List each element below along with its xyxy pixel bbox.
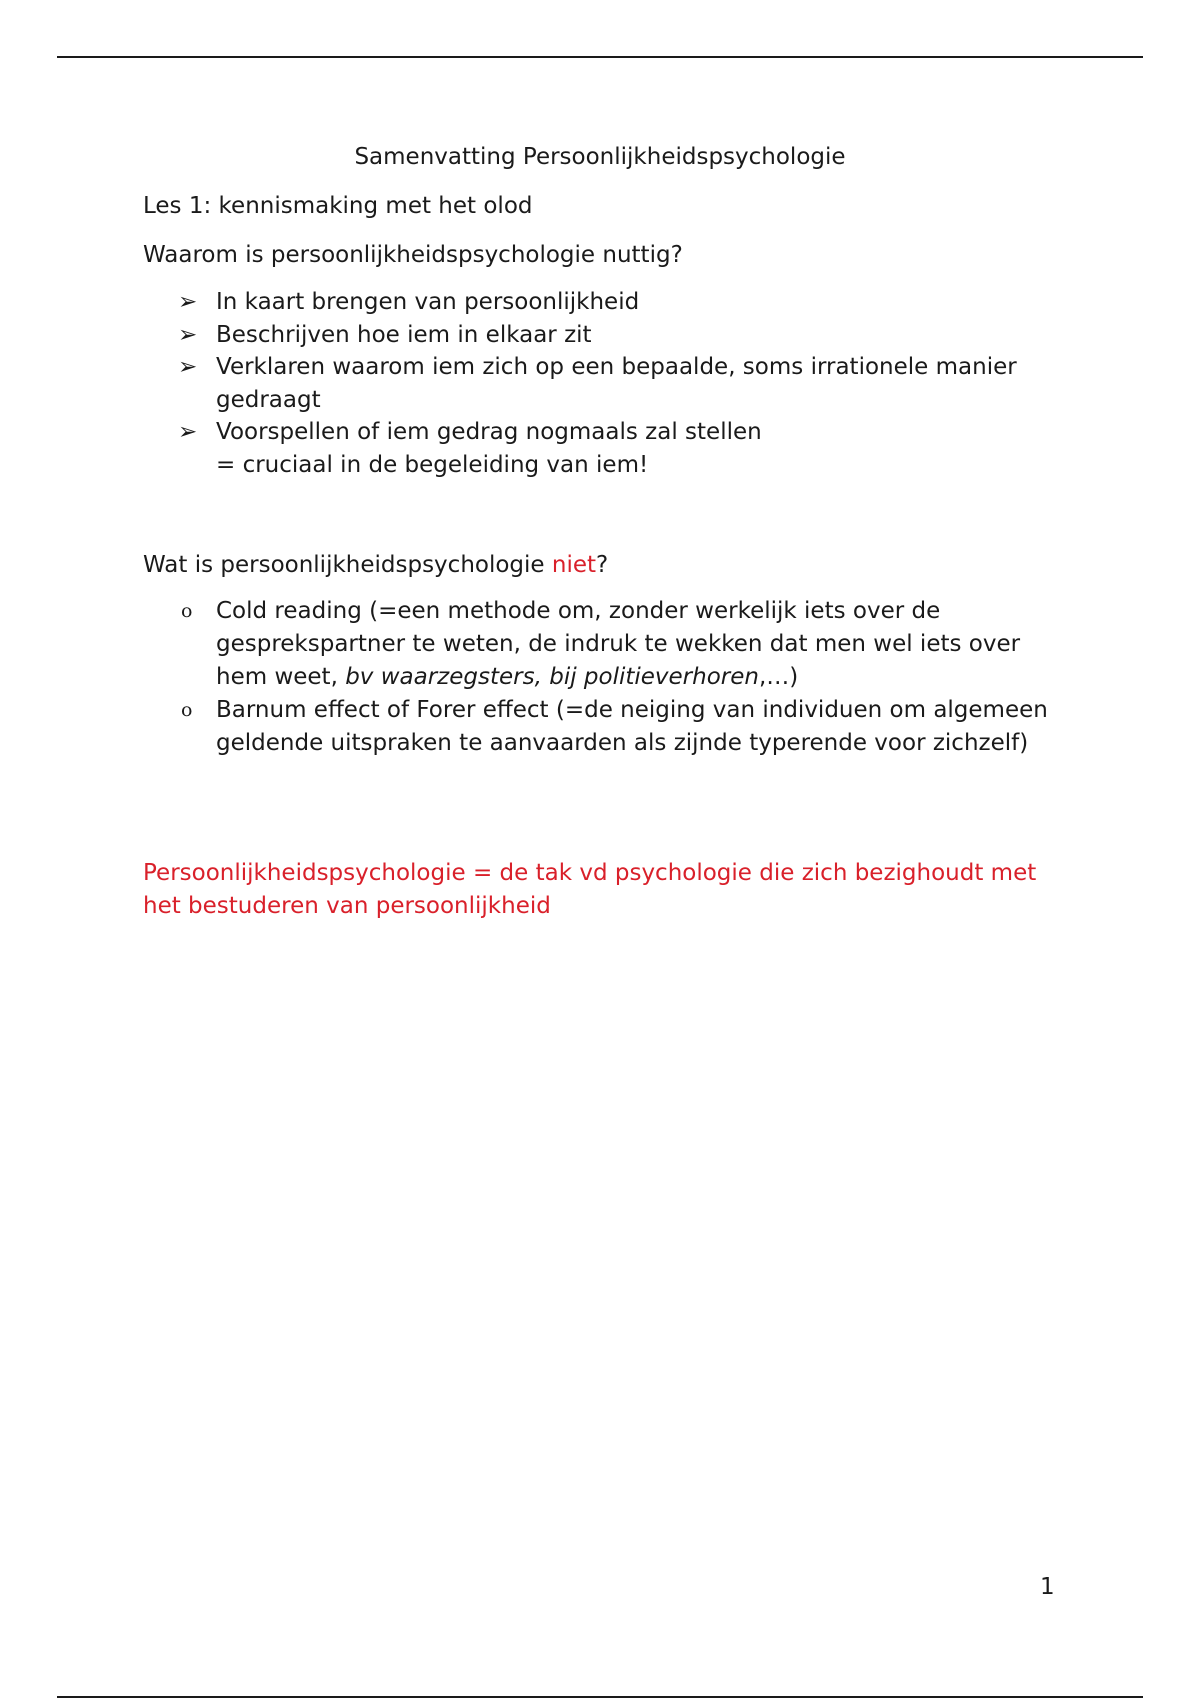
not-question-highlight: niet xyxy=(551,552,597,578)
not-question-suffix: ? xyxy=(596,552,609,578)
why-list xyxy=(0,286,1056,481)
cold-reading-text: Cold reading (=een methode om, zonder werkelijk iets over de gesprekspartner te weten, de indruk te wekken dat men wel iets over hem weet, xyxy=(216,598,1021,690)
list-item xyxy=(0,595,1056,694)
why-question: Waarom is persoonlijkheidspsychologie nuttig? xyxy=(143,242,683,268)
list-item xyxy=(0,351,1056,416)
page-number: 1 xyxy=(1040,1574,1055,1600)
not-question-prefix: Wat is persoonlijkheidspsychologie xyxy=(143,552,552,578)
arrow-bullet-icon: ➢ xyxy=(178,289,198,315)
list-item-text: Beschrijven hoe iem in elkaar zit xyxy=(216,321,592,348)
footer-rule xyxy=(57,1696,1143,1698)
not-list xyxy=(0,595,1056,760)
not-question xyxy=(143,548,608,582)
cold-reading-examples: bv waarzegsters, bij politieverhoren xyxy=(345,664,759,690)
cold-reading-end: ,…) xyxy=(758,664,799,690)
why-note: = cruciaal in de begeleiding van iem! xyxy=(216,451,649,478)
barnum-text: Barnum effect of Forer effect (=de neiging van individuen om algemeen geldende uitspraken te aanvaarden als zijnde typerende voor zichzelf) xyxy=(216,697,1048,756)
arrow-bullet-icon: ➢ xyxy=(178,321,198,348)
list-item-text: In kaart brengen van persoonlijkheid xyxy=(216,289,640,315)
list-item xyxy=(0,416,1056,481)
o-bullet-icon: o xyxy=(181,699,193,721)
list-item-text: Voorspellen of iem gedrag nogmaals zal stellen xyxy=(216,419,762,445)
header-rule xyxy=(57,56,1143,58)
document-title: Samenvatting Persoonlijkheidspsychologie xyxy=(354,144,846,170)
list-item-text: Verklaren waarom iem zich op een bepaalde, soms irrationele manier gedraagt xyxy=(216,354,1017,413)
lesson-heading: Les 1: kennismaking met het olod xyxy=(143,193,533,219)
definition: Persoonlijkheidspsychologie = de tak vd psychologie die zich bezighoudt met het bestuderen van persoonlijkheid xyxy=(143,860,1037,919)
list-item xyxy=(0,319,1056,352)
o-bullet-icon: o xyxy=(181,600,193,622)
list-item xyxy=(0,694,1056,760)
arrow-bullet-icon: ➢ xyxy=(178,354,198,380)
list-item xyxy=(0,286,1056,319)
arrow-bullet-icon: ➢ xyxy=(178,419,198,445)
